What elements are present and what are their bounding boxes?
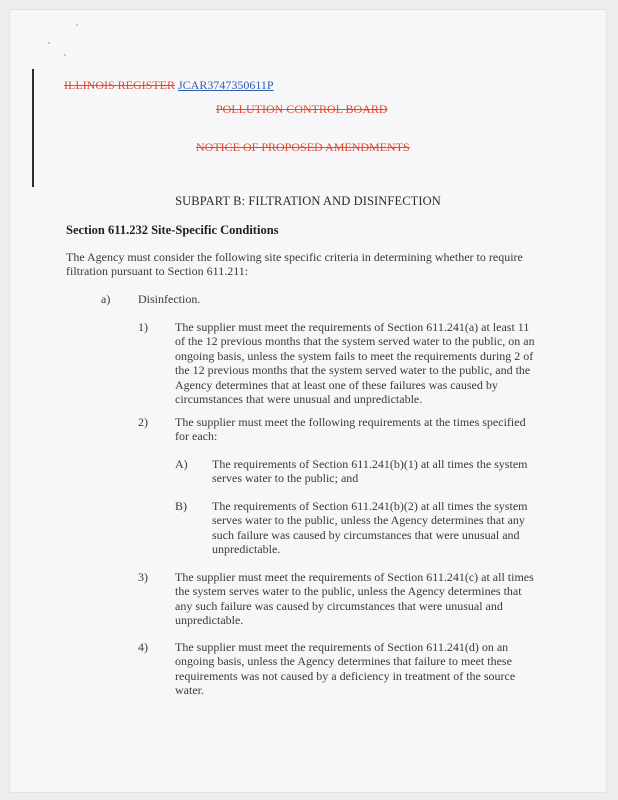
- item-1-text: The supplier must meet the requirements of Section 611.241(a) at least 11 of the 12 previous months that the system served water to the public, on an ongoing basis, unless the system fails to meet the requirements during 2 of the 12 previous months that the system served water to the public, and the Agency determines that at least one of these failures was caused by circumstances that were unusual and unpredictable.: [175, 320, 535, 407]
- item-2-label: 2): [138, 415, 148, 429]
- item-A-text: The requirements of Section 611.241(b)(1) at all times the system serves water to the public; and: [212, 457, 528, 486]
- board-header: POLLUTION CONTROL BOARD: [216, 102, 388, 116]
- item-1-label: 1): [138, 320, 148, 334]
- item-2-text: The supplier must meet the following requirements at the times specified for each:: [175, 415, 526, 444]
- notice-header: NOTICE OF PROPOSED AMENDMENTS: [196, 140, 410, 154]
- register-struck-text: ILLINOIS REGISTER: [64, 78, 175, 92]
- register-header: [64, 78, 274, 93]
- register-inserted-text: JCAR3747350611P: [178, 78, 274, 92]
- scan-speck: [64, 54, 66, 56]
- item-4-label: 4): [138, 640, 148, 654]
- item-4-text: The supplier must meet the requirements of Section 611.241(d) on an ongoing basis, unless the Agency determines that failure to meet these requirements was not caused by a deficiency in treatment of the source water.: [175, 640, 516, 698]
- item-A-label: A): [175, 457, 188, 471]
- change-bar: [32, 69, 34, 187]
- item-a-label: a): [101, 292, 111, 306]
- item-B-text: The requirements of Section 611.241(b)(2) at all times the system serves water to the public, unless the Agency determines that any such failure was caused by circumstances that were unusual and unpredictable.: [212, 499, 528, 557]
- subpart-title: SUBPART B: FILTRATION AND DISINFECTION: [175, 194, 441, 208]
- scan-speck: [76, 24, 78, 26]
- item-3-label: 3): [138, 570, 148, 584]
- item-B-label: B): [175, 499, 187, 513]
- intro-paragraph: The Agency must consider the following site specific criteria in determining whether to require filtration pursuant to Section 611.211:: [66, 250, 523, 279]
- item-3-text: The supplier must meet the requirements of Section 611.241(c) at all times the system serves water to the public, unless the Agency determines that any such failure was caused by circumstances that were unusual and unpredictable.: [175, 570, 534, 628]
- document-page: [10, 10, 606, 792]
- item-a-text: Disinfection.: [138, 292, 201, 306]
- scan-speck: [48, 42, 50, 44]
- section-title: Section 611.232 Site-Specific Conditions: [66, 223, 279, 237]
